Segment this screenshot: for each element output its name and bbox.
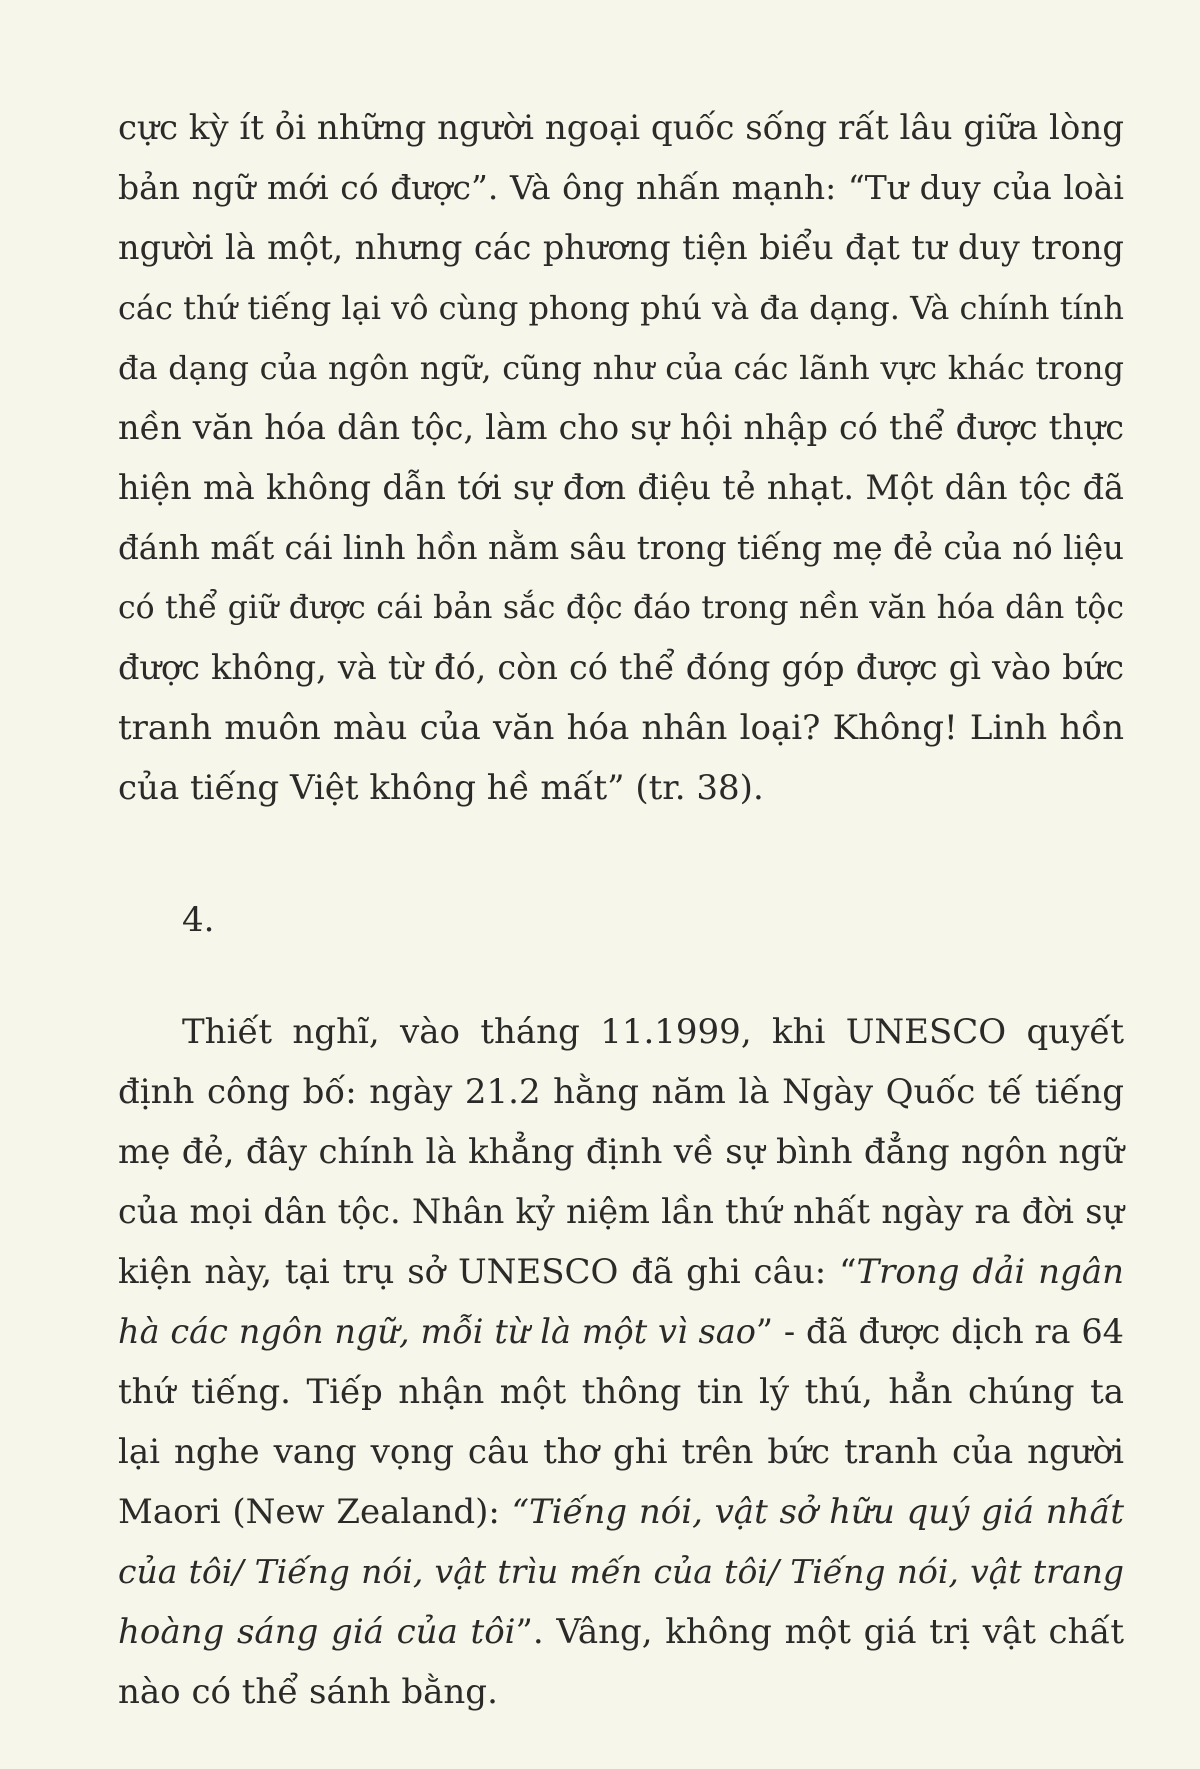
italic-quote: hoàng sáng giá của tôi — [118, 1612, 516, 1652]
text-line: của tiếng Việt không hề mất” (tr. 38). — [118, 768, 764, 808]
italic-quote: “Tiếng nói, vật sở hữu quý giá nhất — [511, 1492, 1124, 1532]
text-line: nào có thể sánh bằng. — [118, 1672, 498, 1712]
text-line: thứ tiếng. Tiếp nhận một thông tin lý thú, hẳn chúng ta — [118, 1372, 1124, 1412]
text-run: ” - đã được dịch ra 64 — [755, 1312, 1124, 1351]
text-run: kiện này, tại trụ sở UNESCO đã ghi câu: “ — [118, 1252, 857, 1292]
text-line: lại nghe vang vọng câu thơ ghi trên bức tranh của người — [118, 1432, 1124, 1472]
text-run: ”. Vâng, không một giá trị vật chất — [515, 1612, 1124, 1652]
text-line: người là một, nhưng các phương tiện biểu đạt tư duy trong — [118, 228, 1124, 267]
italic-quote: của tôi/ Tiếng nói, vật trìu mến của tôi/ Tiếng nói, vật trang — [118, 1552, 1124, 1591]
text-line: mẹ đẻ, đây chính là khẳng định về sự bình đẳng ngôn ngữ — [118, 1132, 1124, 1172]
text-run: Maori (New Zealand): — [118, 1492, 512, 1532]
text-line: nền văn hóa dân tộc, làm cho sự hội nhập có thể được thực — [118, 408, 1124, 447]
text-line — [118, 1482, 1124, 1542]
spacer — [118, 818, 1124, 890]
italic-quote: Trong dải ngân — [856, 1252, 1124, 1292]
section-number: 4. — [182, 900, 215, 940]
text-line: định công bố: ngày 21.2 hằng năm là Ngày Quốc tế tiếng — [118, 1072, 1124, 1112]
italic-quote: hà các ngôn ngữ, mỗi từ là một vì sao — [118, 1312, 756, 1351]
text-line — [118, 1542, 1124, 1602]
text-line: các thứ tiếng lại vô cùng phong phú và đa dạng. Và chính tính — [118, 289, 1124, 327]
text-line: của mọi dân tộc. Nhân kỷ niệm lần thứ nhất ngày ra đời sự — [118, 1192, 1124, 1231]
text-line: Thiết nghĩ, vào tháng 11.1999, khi UNESCO quyết — [182, 1012, 1124, 1052]
text-line — [118, 1302, 1124, 1362]
spacer — [118, 950, 1124, 1002]
text-line: được không, và từ đó, còn có thể đóng góp được gì vào bức — [118, 648, 1124, 687]
text-line: hiện mà không dẫn tới sự đơn điệu tẻ nhạt. Một dân tộc đã — [118, 468, 1124, 507]
text-line — [118, 1242, 1124, 1302]
paragraph-quote-continuation — [118, 98, 1124, 818]
book-page — [118, 98, 1124, 1722]
text-line: tranh muôn màu của văn hóa nhân loại? Không! Linh hồn — [118, 708, 1124, 748]
text-line: cực kỳ ít ỏi những người ngoại quốc sống rất lâu giữa lòng — [118, 108, 1124, 148]
text-line: đa dạng của ngôn ngữ, cũng như của các lãnh vực khác trong — [118, 349, 1124, 387]
text-line — [118, 1602, 1124, 1662]
text-line: đánh mất cái linh hồn nằm sâu trong tiếng mẹ đẻ của nó liệu — [118, 529, 1124, 567]
text-line: bản ngữ mới có được”. Và ông nhấn mạnh: “Tư duy của loài — [118, 168, 1124, 207]
text-line: có thể giữ được cái bản sắc độc đáo trong nền văn hóa dân tộc — [118, 590, 1124, 626]
paragraph-unesco — [118, 1002, 1124, 1722]
